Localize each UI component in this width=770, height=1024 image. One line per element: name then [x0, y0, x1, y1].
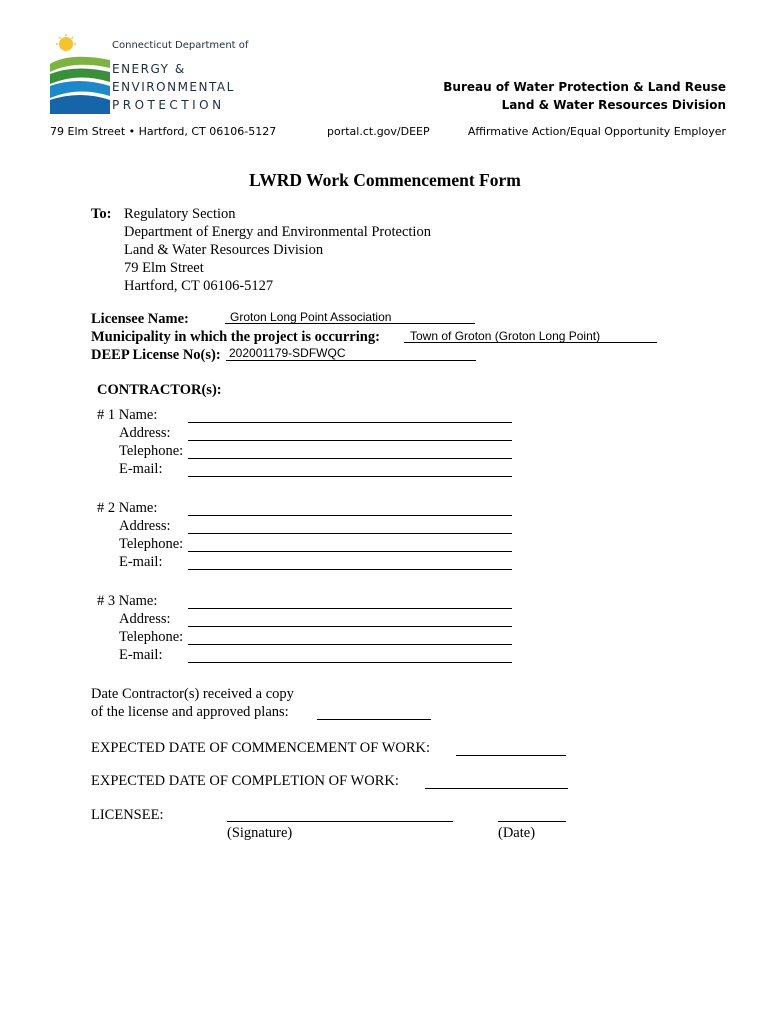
- commencement-label: EXPECTED DATE OF COMMENCEMENT OF WORK:: [91, 740, 431, 756]
- contractors-heading: CONTRACTOR(s):: [97, 382, 222, 398]
- license-line: [226, 360, 476, 361]
- commencement-date-field[interactable]: [456, 755, 566, 756]
- signature-field[interactable]: [227, 821, 453, 822]
- header-employer: Affirmative Action/Equal Opportunity Employer: [467, 125, 726, 138]
- contractor-2-email-field[interactable]: [188, 569, 512, 570]
- contractor-2-telephone-field[interactable]: [188, 551, 512, 552]
- sun-icon: [59, 37, 73, 51]
- deep-logo: [50, 34, 249, 116]
- to-label: To:: [91, 206, 112, 222]
- logo-line3: ENVIRONMENTAL: [112, 80, 235, 94]
- contractor-3-name-field[interactable]: [188, 608, 512, 609]
- contractor-1-telephone-label: Telephone:: [119, 443, 184, 459]
- contractor-3-address-field[interactable]: [188, 626, 512, 627]
- to-line-2: Department of Energy and Environmental Protection: [124, 224, 431, 240]
- contractor-1-name-field[interactable]: [188, 422, 512, 423]
- date-caption: (Date): [498, 825, 536, 841]
- header-website: portal.ct.gov/DEEP: [327, 125, 430, 138]
- logo-line4: PROTECTION: [112, 98, 225, 112]
- received-label-line1: Date Contractor(s) received a copy: [91, 686, 294, 702]
- municipality-field[interactable]: Town of Groton (Groton Long Point): [410, 329, 601, 343]
- contractor-2-email-label: E-mail:: [119, 554, 163, 570]
- contractor-1-name-label: # 1 Name:: [97, 407, 158, 423]
- completion-label: EXPECTED DATE OF COMPLETION OF WORK:: [91, 773, 399, 789]
- contractor-1-email-label: E-mail:: [119, 461, 163, 477]
- contractor-3-address-label: Address:: [119, 611, 171, 627]
- received-label-line2: of the license and approved plans:: [91, 704, 289, 720]
- completion-date-field[interactable]: [425, 788, 568, 789]
- to-line-5: Hartford, CT 06106-5127: [124, 278, 274, 294]
- licensee-label: Licensee Name:: [91, 311, 189, 327]
- header-address: 79 Elm Street • Hartford, CT 06106-5127: [50, 125, 277, 138]
- municipality-label: Municipality in which the project is occurring:: [91, 329, 380, 345]
- contractor-1-address-field[interactable]: [188, 440, 512, 441]
- license-field[interactable]: 202001179-SDFWQC: [229, 346, 346, 360]
- contractor-1-address-label: Address:: [119, 425, 171, 441]
- contractor-2-address-field[interactable]: [188, 533, 512, 534]
- to-line-3: Land & Water Resources Division: [124, 242, 324, 258]
- contractor-3-name-label: # 3 Name:: [97, 593, 158, 609]
- signature-date-field[interactable]: [498, 821, 566, 822]
- logo-line2: ENERGY &: [112, 62, 186, 76]
- license-label: DEEP License No(s):: [91, 347, 221, 363]
- contractor-3-email-field[interactable]: [188, 662, 512, 663]
- to-line-1: Regulatory Section: [124, 206, 236, 222]
- contractor-3-telephone-label: Telephone:: [119, 629, 184, 645]
- form-title: LWRD Work Commencement Form: [249, 170, 521, 190]
- contractor-3-email-label: E-mail:: [119, 647, 163, 663]
- received-date-field[interactable]: [317, 719, 431, 720]
- licensee-signature-label: LICENSEE:: [91, 807, 164, 823]
- logo-line1: Connecticut Department of: [112, 40, 249, 51]
- contractor-3-telephone-field[interactable]: [188, 644, 512, 645]
- contractor-2-address-label: Address:: [119, 518, 171, 534]
- contractor-1-email-field[interactable]: [188, 476, 512, 477]
- contractor-2-name-label: # 2 Name:: [97, 500, 158, 516]
- logo-graphic: [50, 34, 112, 116]
- contractor-1-telephone-field[interactable]: [188, 458, 512, 459]
- licensee-field[interactable]: Groton Long Point Association: [230, 310, 392, 324]
- to-line-4: 79 Elm Street: [124, 260, 204, 276]
- division-name: Land & Water Resources Division: [501, 98, 726, 112]
- contractor-2-name-field[interactable]: [188, 515, 512, 516]
- bureau-name: Bureau of Water Protection & Land Reuse: [443, 80, 726, 94]
- signature-caption: (Signature): [227, 825, 293, 841]
- contractor-2-telephone-label: Telephone:: [119, 536, 184, 552]
